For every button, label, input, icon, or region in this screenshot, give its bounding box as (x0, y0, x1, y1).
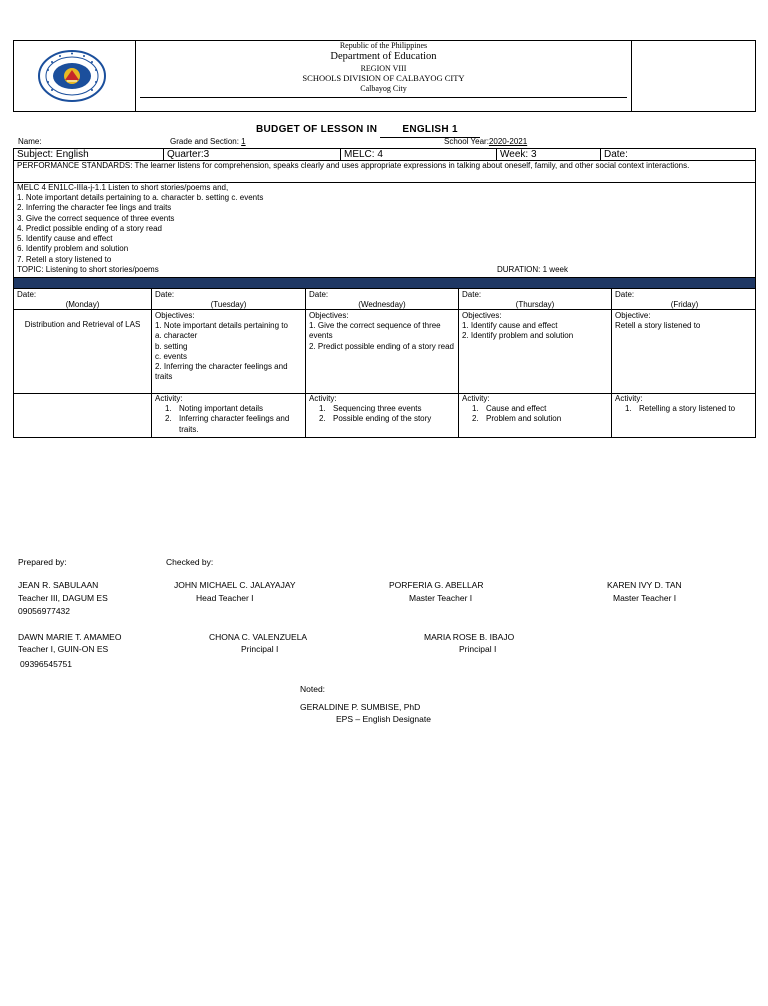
activity-label: Activity: (615, 394, 643, 403)
objective-line: 2. Identify problem and solution (462, 331, 574, 341)
day-name: (Wednesday) (358, 300, 406, 309)
signatory-title: Head Teacher I (196, 593, 254, 603)
signatory-name: JOHN MICHAEL C. JALAYAJAY (174, 580, 296, 590)
objectives-label: Objectives: (155, 311, 195, 320)
signatory-title: Teacher III, DAGUM ES (18, 593, 108, 603)
day-name: (Friday) (670, 300, 699, 309)
objectives-row (13, 310, 756, 394)
activity-item: 2. Problem and solution (472, 414, 562, 424)
signatory-name: KAREN IVY D. TAN (607, 580, 682, 590)
school-year-label: School Year: (444, 137, 489, 146)
school-year (444, 137, 527, 147)
signatory-title: EPS – English Designate (336, 714, 431, 724)
date-cell: Date: (604, 149, 628, 160)
melc-line: 2. Inferring the character fee lings and traits (17, 203, 172, 213)
activity-item: 2. Possible ending of the story (319, 414, 432, 424)
signatory-phone: 09056977432 (18, 606, 71, 616)
melc-line: MELC 4 EN1LC-IIIa-j-1.1 Listen to short stories/poems and, (17, 183, 229, 192)
activity-item: 1. Cause and effect (472, 404, 547, 414)
region-line: REGION VIII (360, 64, 407, 73)
objective-line: 1. Note important details pertaining to (155, 321, 288, 331)
name-label: Name: (18, 137, 42, 146)
right-blank-cell (631, 40, 756, 112)
objective-line: 1. Identify cause and effect (462, 321, 558, 331)
topic-text: TOPIC: Listening to short stories/poems (17, 264, 159, 274)
letterhead-rule (140, 97, 627, 98)
melc-line: 5. Identify cause and effect (17, 234, 113, 244)
performance-standards-row (13, 161, 756, 183)
performance-standards-text: PERFORMANCE STANDARDS: The learner listens for comprehension, speaks clearly and uses appropriate expressions in talking about oneself, family, and other social context interactions. (17, 161, 690, 170)
day-name: (Tuesday) (210, 300, 247, 309)
monday-objective: Distribution and Retrieval of LAS (14, 310, 152, 393)
objective-line: 1. Give the correct sequence of three events (309, 321, 441, 341)
activity-label: Activity: (462, 394, 490, 403)
day-header-wednesday (306, 289, 459, 309)
subject-cell: Subject: English (14, 149, 164, 160)
signatory-title: Principal I (241, 644, 279, 654)
signatory-title: Teacher I, GUIN-ON ES (18, 644, 109, 654)
objective-line: b. setting (155, 341, 188, 351)
grade-section (170, 137, 246, 147)
republic-line: Republic of the Philippines (339, 41, 428, 50)
day-header-friday (612, 289, 757, 309)
date-label: Date: (309, 290, 329, 299)
wednesday-objectives (306, 310, 459, 393)
signatory-name: CHONA C. VALENZUELA (209, 632, 308, 642)
activity-item: 1. Sequencing three events (319, 404, 422, 414)
noted-label: Noted: (300, 684, 326, 694)
melc-text (14, 183, 757, 277)
topic-line (17, 265, 754, 275)
melc-line: 7. Retell a story listened to (17, 254, 112, 264)
activity-item: 2. Inferring character feelings and traits. (165, 414, 290, 434)
objective-line: 2. Inferring the character feelings and traits (155, 362, 288, 382)
tuesday-activity (152, 394, 306, 437)
activity-row (13, 394, 756, 438)
day-name: (Thursday) (515, 300, 555, 309)
melc-cell: MELC: 4 (341, 149, 497, 160)
title-subject: ENGLISH 1 (380, 124, 480, 138)
tuesday-objectives (152, 310, 306, 393)
wednesday-activity (306, 394, 459, 437)
signatory-title: Master Teacher I (409, 593, 473, 603)
activity-label: Activity: (309, 394, 337, 403)
checked-by-label: Checked by: (166, 557, 214, 567)
day-header-monday (14, 289, 152, 309)
meta-row (13, 148, 756, 161)
date-label: Date: (17, 290, 37, 299)
date-label: Date: (155, 290, 175, 299)
divider-band (13, 278, 756, 289)
melc-line: 4. Predict possible ending of a story read (17, 223, 162, 233)
activity-label: Activity: (155, 394, 183, 403)
thursday-activity (459, 394, 612, 437)
date-label: Date: (615, 290, 635, 299)
melc-row (13, 183, 756, 278)
objectives-label: Objectives: (462, 311, 502, 320)
friday-objectives (612, 310, 757, 393)
friday-activity (612, 394, 757, 437)
objective-line: 2. Predict possible ending of a story read (309, 341, 454, 351)
date-label: Date: (462, 290, 482, 299)
melc-line: 1. Note important details pertaining to a. character b. setting c. events (17, 193, 264, 203)
prepared-by-label: Prepared by: (18, 557, 67, 567)
duration-text: DURATION: 1 week (497, 264, 568, 274)
department-line: Department of Education (330, 51, 437, 62)
activity-item: 1. Retelling a story listened to (625, 404, 736, 414)
objective-line: a. character (155, 331, 198, 341)
grade-value: 1 (241, 137, 246, 146)
monday-activity (14, 394, 152, 437)
signatory-name: JEAN R. SABULAAN (18, 580, 99, 590)
activity-item: 1. Noting important details (165, 404, 264, 414)
signatory-title: Master Teacher I (613, 593, 677, 603)
deped-seal-logo (38, 50, 106, 102)
day-header-row (13, 289, 756, 310)
day-name: (Monday) (65, 300, 100, 309)
day-header-tuesday (152, 289, 306, 309)
day-header-thursday (459, 289, 612, 309)
signatory-name: DAWN MARIE T. AMAMEO (18, 632, 122, 642)
signatory-name: PORFERIA G. ABELLAR (389, 580, 484, 590)
signatory-name: MARIA ROSE B. IBAJO (424, 632, 515, 642)
signatory-phone: 09396545751 (20, 659, 73, 669)
signatory-name: GERALDINE P. SUMBISE, PhD (300, 702, 421, 712)
melc-line: 6. Identify problem and solution (17, 244, 129, 254)
quarter-cell: Quarter:3 (164, 149, 341, 160)
letterhead-text (136, 40, 631, 112)
objectives-label: Objective: (615, 311, 651, 320)
signatory-title: Principal I (459, 644, 497, 654)
grade-label: Grade and Section: (170, 137, 239, 146)
objectives-label: Objectives: (309, 311, 349, 320)
division-line: SCHOOLS DIVISION OF CALBAYOG CITY (302, 73, 465, 83)
melc-line: 3. Give the correct sequence of three events (17, 213, 175, 223)
title-prefix: BUDGET OF LESSON IN (256, 124, 378, 135)
document-title (256, 124, 480, 138)
city-line: Calbayog City (360, 84, 407, 93)
objective-line: c. events (155, 351, 188, 361)
week-cell: Week: 3 (497, 149, 601, 160)
thursday-objectives (459, 310, 612, 393)
school-year-value: 2020-2021 (488, 137, 528, 146)
objective-line: Retell a story listened to (615, 321, 701, 331)
